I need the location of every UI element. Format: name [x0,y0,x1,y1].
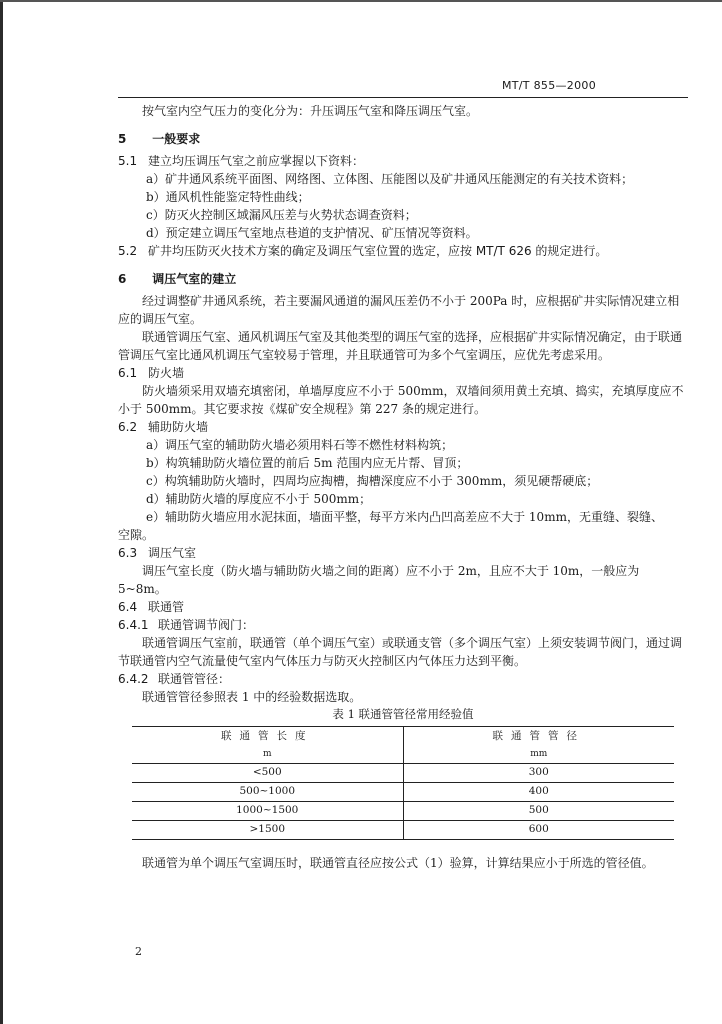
clause-6-4-1-heading [118,616,688,634]
clause-text: 矿井均压防灭火技术方案的确定及调压气室位置的选定，应按 MT/T 626 的规定进行。 [148,243,608,258]
clause-5-1 [118,152,688,170]
table-row [132,763,674,782]
section-number: 5 [118,131,127,146]
scan-edge-top [0,0,722,2]
table-row [132,820,674,839]
paragraph: 联通管调压气室、通风机调压气室及其他类型的调压气室的选择，应根据矿井实际情况确定，由于联通管调压气室比通风机调压气室较易于管理，并且联通管可为多个气室调压，应优先考虑采用。 [118,329,683,362]
table-row [132,801,674,820]
clause-text: 建立均压调压气室之前应掌握以下资料： [148,153,365,168]
list-item-continuation: 空隙。 [118,527,155,542]
cell-length: >1500 [132,820,403,839]
clause-6-4-2-heading [118,670,688,688]
clause-number: 6.2 [118,419,138,434]
clause-6-4-2-text: 联通管管径参照表 1 中的经验数据选取。 [142,689,362,704]
section-number: 6 [118,271,127,286]
section-title: 一般要求 [152,131,201,146]
cell-diameter: 600 [403,820,674,839]
section-title: 调压气室的建立 [152,271,237,286]
clause-number: 5.2 [118,243,138,258]
page-number: 2 [135,945,142,958]
unit-length: m [132,747,403,764]
list-item: b）构筑辅助防火墙位置的前后 5m 范围内应无片帮、冒顶； [146,455,469,470]
list-item: c）防灭火控制区域漏风压差与火势状态调查资料； [146,207,417,222]
scan-edge-left [0,0,3,1024]
table-row [132,782,674,801]
cell-diameter: 500 [403,801,674,820]
after-table-paragraph: 联通管为单个调压气室调压时，联通管直径应按公式（1）验算，计算结果应小于所选的管径值。 [142,855,654,870]
pipe-diameter-table [132,726,674,840]
table-unit-row [132,747,674,764]
clause-title: 调压气室 [148,545,197,560]
list-item: a）调压气室的辅助防火墙必须用料石等不燃性材料构筑； [146,437,454,452]
clause-6-1-text: 防火墙须采用双墙充填密闭，单墙厚度应不小于 500mm，双墙间须用黄土充填、捣实，充填厚度应不小于 500mm。其它要求按《煤矿安全规程》第 227 条的规定进行。 [118,383,684,416]
cell-length: 500~1000 [132,782,403,801]
paragraph: 经过调整矿井通风系统，若主要漏风通道的漏风压差仍不小于 200Pa 时，应根据矿井实际情况建立相应的调压气室。 [118,293,680,326]
clause-number: 6.4.2 [118,671,149,686]
list-item: d）辅助防火墙的厚度应不小于 500mm； [146,491,372,506]
clause-number: 6.4.1 [118,617,149,632]
column-header-diameter: 联通管管径 [403,726,674,747]
intro-line: 按气室内空气压力的变化分为：升压调压气室和降压调压气室。 [142,103,479,118]
clause-title: 防火墙 [148,365,185,380]
unit-diameter: mm [403,747,674,764]
standard-code: MT/T 855—2000 [501,79,596,92]
clause-number: 6.1 [118,365,138,380]
table-caption: 表 1 联通管管径常用经验值 [332,706,474,721]
clause-number: 6.4 [118,599,138,614]
clause-5-2 [118,242,688,260]
clause-6-3-heading [118,544,688,562]
list-item: d）预定建立调压气室地点巷道的支护情况、矿压情况等资料。 [146,225,478,240]
list-item: b）通风机性能鉴定特性曲线； [146,189,310,204]
clause-6-4-heading [118,598,688,616]
section-6-heading [118,270,688,288]
clause-6-1-heading [118,364,688,382]
clause-6-3-text: 调压气室长度（防火墙与辅助防火墙之间的距离）应不小于 2m，且应不大于 10m，一般应为 5~8m。 [118,563,640,596]
cell-diameter: 300 [403,763,674,782]
clause-title: 联通管 [148,599,185,614]
header-rule [118,97,688,98]
list-item: a）矿井通风系统平面图、网络图、立体图、压能图以及矿井通风压能测定的有关技术资料； [146,171,634,186]
cell-length: 1000~1500 [132,801,403,820]
document-page [118,78,688,872]
column-header-length: 联通管长度 [132,726,403,747]
clause-number: 5.1 [118,153,138,168]
cell-diameter: 400 [403,782,674,801]
clause-title: 联通管调节阀门： [158,617,255,632]
clause-number: 6.3 [118,545,138,560]
clause-6-2-heading [118,418,688,436]
cell-length: <500 [132,763,403,782]
clause-6-4-1-text: 联通管调压气室前，联通管（单个调压气室）或联通支管（多个调压气室）上须安装调节阀门，通过调节联通管内空气流量使气室内气体压力与防灭火控制区内气体压力达到平衡。 [118,635,683,668]
table-header-row [132,726,674,747]
list-item: e）辅助防火墙应用水泥抹面，墙面平整，每平方米内凸凹高差应不大于 10mm，无重缝、裂缝、 [146,509,663,524]
clause-title: 联通管管径： [158,671,231,686]
list-item: c）构筑辅助防火墙时，四周均应掏槽，掏槽深度应不小于 300mm，须见硬帮硬底； [146,473,599,488]
clause-title: 辅助防火墙 [148,419,209,434]
section-5-heading [118,130,688,148]
